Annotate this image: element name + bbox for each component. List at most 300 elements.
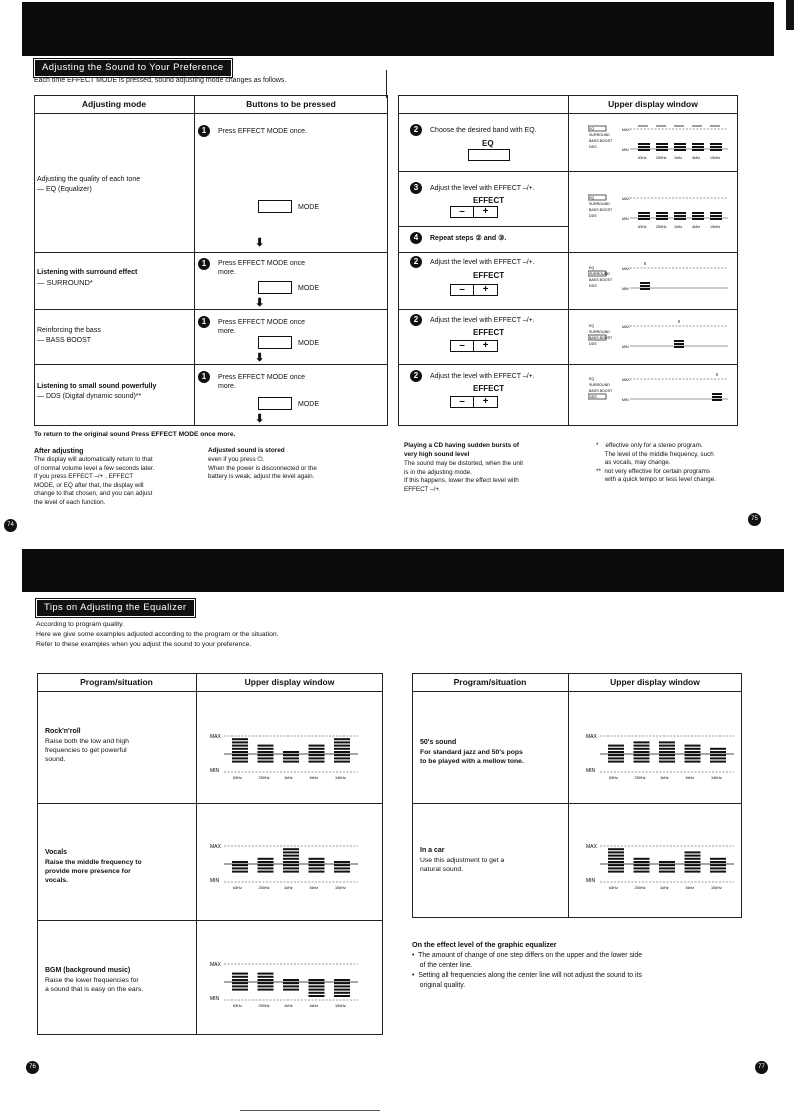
eq-band-segment bbox=[283, 855, 299, 857]
eq-display-vocals bbox=[210, 842, 358, 890]
effect-mode-button[interactable] bbox=[258, 200, 292, 213]
press-surround-more: more. bbox=[218, 269, 236, 276]
mode-label: MODE bbox=[298, 285, 319, 292]
text-line: vocals. bbox=[45, 877, 69, 885]
text-line: frequencies to get powerful bbox=[45, 747, 127, 755]
mode-label-text: EQ bbox=[589, 377, 595, 381]
mode-label-text: DDS bbox=[589, 284, 597, 288]
freq-tick-label: 10kHz bbox=[710, 156, 721, 160]
text-line: change to that chosen, and you can adjust bbox=[34, 490, 153, 497]
freq-tick-label: 1kHz bbox=[284, 886, 293, 890]
max-label: MAX bbox=[210, 734, 221, 740]
effect-label-2: EFFECT bbox=[473, 271, 505, 280]
eq-band-segment bbox=[685, 851, 701, 853]
eq-band-segment bbox=[334, 985, 350, 987]
mode-dds-line2: — DDS (Digital dynamic sound)** bbox=[37, 393, 142, 400]
tip-vocals-title: Vocals bbox=[45, 849, 68, 856]
eq-band-segment bbox=[608, 757, 624, 759]
eq-band-segment bbox=[634, 751, 650, 753]
cd-title-1: Playing a CD having sudden bursts of bbox=[404, 442, 520, 449]
effect-minus-plus-buttons[interactable] bbox=[450, 396, 498, 408]
eq-band-segment bbox=[710, 751, 726, 753]
eq-band-segment bbox=[232, 738, 248, 740]
header-program: Program/situation bbox=[80, 677, 153, 687]
eq-band-segment bbox=[685, 751, 701, 753]
freq-tick-label: 4kHz bbox=[685, 776, 695, 780]
text-line: Raise both the low and high bbox=[45, 738, 129, 745]
eq-band-segment bbox=[309, 748, 325, 750]
freq-tick-label: 4kHz bbox=[692, 156, 701, 160]
eq-band-segment bbox=[258, 864, 274, 866]
mode-display-graph bbox=[588, 318, 728, 358]
eq-band-segment bbox=[685, 855, 701, 857]
effect-plus-button[interactable]: + bbox=[474, 396, 498, 408]
mode-label-text: EQ bbox=[589, 266, 595, 270]
eq-band-segment bbox=[334, 867, 350, 869]
section-title-adjusting: Adjusting the Sound to Your Preference bbox=[34, 59, 232, 77]
return-note: To return to the original sound Press EFFECT MODE once more. bbox=[34, 431, 236, 438]
effect-mode-button[interactable] bbox=[258, 397, 292, 410]
effect-minus-button[interactable]: – bbox=[450, 206, 474, 218]
eq-band-segment bbox=[232, 745, 248, 747]
after-title: After adjusting bbox=[34, 448, 84, 455]
max-label: MAX bbox=[586, 844, 597, 850]
freq-tick-label: 10kHz bbox=[335, 886, 346, 890]
eq-band-segment bbox=[608, 748, 624, 750]
eq-band-segment bbox=[334, 761, 350, 763]
eq-band-segment bbox=[283, 858, 299, 860]
text-line: natural sound. bbox=[420, 866, 464, 874]
effect-mode-button[interactable] bbox=[258, 336, 292, 349]
min-label: MIN bbox=[586, 878, 596, 884]
text-line: as vocals, may change. bbox=[596, 459, 671, 466]
mode-bass-line1: Reinforcing the bass bbox=[37, 327, 101, 334]
eq-band-segment bbox=[634, 757, 650, 759]
step-number-2: 2 bbox=[410, 314, 422, 326]
step-number-3: 3 bbox=[410, 182, 422, 194]
press-dds-more: more. bbox=[218, 383, 236, 390]
freq-tick-label: 1kHz bbox=[660, 776, 669, 780]
display-dds bbox=[588, 371, 728, 411]
eq-display-car bbox=[586, 842, 734, 890]
freq-tick-label: 63Hz bbox=[233, 776, 242, 780]
mode-eq-line1: Adjusting the quality of each tone bbox=[37, 176, 141, 183]
eq-band-segment bbox=[283, 985, 299, 987]
effect-minus-plus-buttons[interactable] bbox=[450, 340, 498, 352]
freq-tick-label: 4kHz bbox=[692, 225, 701, 229]
eq-band-segment bbox=[283, 989, 299, 991]
eq-band-segment bbox=[710, 864, 726, 866]
text-line: The sound may be distorted, when the unit bbox=[404, 460, 524, 467]
mode-label-text: DDS bbox=[589, 395, 597, 399]
tip-50s-title: 50's sound bbox=[420, 739, 457, 746]
text-line: According to program quality. bbox=[36, 621, 124, 628]
step-choose-band: Choose the desired band with EQ. bbox=[430, 127, 537, 134]
eq-band-segment bbox=[258, 985, 274, 987]
step-adjust-surround: Adjust the level with EFFECT –/+. bbox=[430, 259, 535, 266]
eq-band-segment bbox=[232, 976, 248, 978]
text-line: Raise the middle frequency to bbox=[45, 859, 142, 866]
eq-band-segment bbox=[232, 861, 248, 863]
effect-plus-button[interactable]: + bbox=[474, 340, 498, 352]
eq-band-segment bbox=[232, 871, 248, 873]
mode-label-text: SURROUND bbox=[589, 133, 610, 137]
text-line: is in the adjusting mode. bbox=[404, 468, 472, 476]
eq-graph bbox=[586, 842, 734, 890]
text-line: EFFECT –/+. bbox=[404, 485, 441, 493]
effect-label-3: EFFECT bbox=[473, 328, 505, 337]
eq-band-segment bbox=[309, 761, 325, 763]
mode-label: MODE bbox=[298, 204, 319, 211]
eq-band-segment bbox=[309, 995, 325, 997]
eq-band-segment bbox=[659, 871, 675, 873]
eq-graph bbox=[210, 960, 358, 1008]
eq-band-segment bbox=[608, 848, 624, 850]
page-number-left: 74 bbox=[4, 519, 17, 532]
header-program-right: Program/situation bbox=[453, 677, 527, 687]
tip-50s-text bbox=[420, 748, 524, 766]
eq-band-segment bbox=[634, 761, 650, 763]
header-buttons: Buttons to be pressed bbox=[246, 99, 336, 109]
eq-display-rock bbox=[210, 732, 358, 780]
eq-band-segment bbox=[232, 989, 248, 991]
eq-band-segment bbox=[232, 741, 248, 743]
eq-band-segment bbox=[258, 979, 274, 981]
mode-display-graph bbox=[588, 371, 728, 411]
eq-band-segment bbox=[608, 858, 624, 860]
tips-intro bbox=[36, 620, 279, 650]
tip-car-text bbox=[420, 856, 504, 874]
text-line: to be played with a mellow tone. bbox=[420, 758, 524, 766]
effect-minus-plus-buttons[interactable] bbox=[450, 284, 498, 296]
eq-band-segment bbox=[634, 745, 650, 747]
eq-band-segment bbox=[283, 861, 299, 863]
effect-mode-button[interactable] bbox=[258, 281, 292, 294]
eq-band-segment bbox=[334, 979, 350, 981]
eq-band-segment bbox=[334, 741, 350, 743]
effect-minus-button[interactable]: – bbox=[450, 284, 474, 296]
mode-label-text: SURROUND bbox=[589, 202, 610, 206]
down-arrow-icon: ⬇ bbox=[255, 237, 265, 249]
eq-band-segment bbox=[309, 867, 325, 869]
eq-band-segment bbox=[232, 757, 248, 759]
max-label: MAX bbox=[622, 325, 630, 329]
effect-label-4: EFFECT bbox=[473, 384, 505, 393]
down-arrow-icon: ⬇ bbox=[255, 297, 265, 309]
eq-band-segment bbox=[283, 867, 299, 869]
header-display-right: Upper display window bbox=[610, 677, 700, 687]
eq-band-segment bbox=[685, 858, 701, 860]
mode-label-text: SURROUND bbox=[589, 272, 610, 276]
eq-band-segment bbox=[258, 748, 274, 750]
mode-label-text: DDS bbox=[589, 145, 597, 149]
tip-rock-text bbox=[45, 737, 129, 765]
eq-band-segment bbox=[608, 745, 624, 747]
eq-graph bbox=[210, 732, 358, 780]
freq-tick-label: 63Hz bbox=[609, 886, 618, 890]
eq-band-segment bbox=[659, 754, 675, 756]
eq-band-segment bbox=[634, 861, 650, 863]
eq-band-segment bbox=[232, 982, 248, 984]
eq-band-segment bbox=[258, 989, 274, 991]
display-eq-step2 bbox=[588, 121, 728, 161]
freq-tick-label: 1kHz bbox=[660, 886, 669, 890]
eq-band-segment bbox=[334, 992, 350, 994]
freq-tick-label: 4kHz bbox=[685, 886, 695, 890]
intro-text: Each time EFFECT MODE is pressed, sound adjusting mode changes as follows. bbox=[34, 77, 287, 84]
tip-bgm-text bbox=[45, 976, 143, 994]
top-black-band bbox=[22, 2, 774, 56]
eq-graph bbox=[586, 732, 734, 780]
mode-label-text: DDS bbox=[589, 342, 597, 346]
freq-tick-label: 250Hz bbox=[656, 156, 667, 160]
eq-band-segment bbox=[258, 861, 274, 863]
text-line: sound. bbox=[45, 756, 66, 764]
text-line: For standard jazz and 50's pops bbox=[420, 749, 523, 756]
graphic-eq-notes bbox=[412, 951, 642, 991]
text-line: Here we give some examples adjusted according to the program or the situation. bbox=[36, 630, 279, 638]
text-line: Use this adjustment to get a bbox=[420, 857, 505, 864]
max-label: MAX bbox=[622, 378, 630, 382]
min-label: MIN bbox=[210, 996, 220, 1002]
freq-tick-label: 250Hz bbox=[258, 886, 270, 890]
freq-tick-label: 63Hz bbox=[638, 225, 647, 229]
eq-band-segment bbox=[685, 757, 701, 759]
right-edge-mark bbox=[786, 0, 794, 30]
eq-band-segment bbox=[258, 867, 274, 869]
eq-band-segment bbox=[309, 754, 325, 756]
eq-band-segment bbox=[232, 867, 248, 869]
mode-label-text: BASS BOOST bbox=[589, 139, 613, 143]
eq-band-segment bbox=[258, 976, 274, 978]
step-number-1: 1 bbox=[198, 371, 210, 383]
freq-tick-label: 4kHz bbox=[309, 886, 319, 890]
display-bass-boost bbox=[588, 318, 728, 358]
eq-band-segment bbox=[283, 751, 299, 753]
eq-band-segment bbox=[258, 858, 274, 860]
eq-band-segment bbox=[634, 864, 650, 866]
mode-label: MODE bbox=[298, 401, 319, 408]
eq-band-segment bbox=[283, 757, 299, 759]
tip-rock-title: Rock'n'roll bbox=[45, 728, 81, 735]
press-eq: Press EFFECT MODE once. bbox=[218, 128, 307, 135]
eq-band-segment bbox=[608, 855, 624, 857]
graphic-eq-title: On the effect level of the graphic equalizer bbox=[412, 940, 557, 949]
eq-band-segment bbox=[283, 982, 299, 984]
eq-band-segment bbox=[334, 989, 350, 991]
text-line: original quality. bbox=[412, 982, 466, 989]
eq-band-segment bbox=[258, 754, 274, 756]
effect-minus-plus-buttons[interactable] bbox=[450, 206, 498, 218]
press-dds: Press EFFECT MODE once bbox=[218, 374, 306, 381]
eq-band-segment bbox=[232, 979, 248, 981]
eq-graph bbox=[210, 842, 358, 890]
eq-band-segment bbox=[334, 982, 350, 984]
effect-label-1: EFFECT bbox=[473, 196, 505, 205]
mode-table bbox=[34, 95, 388, 426]
min-label: MIN bbox=[210, 878, 220, 884]
text-line: If you press EFFECT –/+ , EFFECT bbox=[34, 473, 134, 480]
text-line: • The amount of change of one step differs on the upper and the lower side bbox=[412, 952, 643, 959]
eq-band-segment bbox=[334, 745, 350, 747]
text-line: a sound that is easy on the ears. bbox=[45, 986, 144, 994]
footnotes bbox=[596, 442, 716, 485]
eq-band-segment bbox=[634, 748, 650, 750]
mode-label-text: BASS BOOST bbox=[589, 389, 613, 393]
step-number-2: 2 bbox=[410, 256, 422, 268]
mode-label-text: SURROUND bbox=[589, 330, 610, 334]
text-line: even if you press ⏻. bbox=[208, 456, 265, 463]
eq-band-segment bbox=[309, 751, 325, 753]
eq-band-segment bbox=[309, 858, 325, 860]
min-label: MIN bbox=[622, 148, 629, 152]
eq-band-segment bbox=[608, 851, 624, 853]
freq-tick-label: 63Hz bbox=[638, 156, 647, 160]
eq-band-segment bbox=[608, 864, 624, 866]
mode-eq-line2: — EQ (Equalizer) bbox=[37, 186, 92, 193]
effect-minus-button[interactable]: – bbox=[450, 340, 474, 352]
eq-band-segment bbox=[685, 864, 701, 866]
page-number-right-bottom: 77 bbox=[755, 1061, 768, 1074]
eq-band-segment bbox=[258, 757, 274, 759]
eq-band-segment bbox=[309, 982, 325, 984]
step-number-1: 1 bbox=[198, 258, 210, 270]
cd-title-2: very high sound level bbox=[404, 451, 470, 458]
freq-tick-label: 1kHz bbox=[674, 156, 683, 160]
mode-label-text: EQ bbox=[589, 324, 595, 328]
eq-band-segment bbox=[710, 871, 726, 873]
eq-band-segment bbox=[232, 985, 248, 987]
eq-band-segment bbox=[710, 757, 726, 759]
mode-label-text: BASS BOOST bbox=[589, 336, 613, 340]
step-number-1: 1 bbox=[198, 125, 210, 137]
max-label: MAX bbox=[210, 962, 221, 968]
eq-band-segment bbox=[334, 995, 350, 997]
eq-band-segment bbox=[608, 751, 624, 753]
eq-band-segment bbox=[608, 754, 624, 756]
eq-band-segment bbox=[258, 751, 274, 753]
eq-band-segment bbox=[309, 745, 325, 747]
step-number-2: 2 bbox=[410, 124, 422, 136]
text-line: Raise the lower frequencies for bbox=[45, 977, 139, 984]
eq-band-segment bbox=[258, 871, 274, 873]
eq-band-segment bbox=[334, 871, 350, 873]
eq-band-segment bbox=[608, 761, 624, 763]
freq-tick-label: 250Hz bbox=[634, 886, 646, 890]
eq-band-segment bbox=[283, 864, 299, 866]
bottom-black-band bbox=[22, 549, 784, 592]
step-adjust-bass: Adjust the level with EFFECT –/+. bbox=[430, 317, 535, 324]
eq-band-segment bbox=[608, 861, 624, 863]
mode-surround-line1: Listening with surround effect bbox=[37, 269, 138, 276]
step-number-4: 4 bbox=[410, 232, 422, 244]
mode-surround-line2: — SURROUND* bbox=[37, 278, 93, 287]
eq-band-segment bbox=[634, 858, 650, 860]
max-label: MAX bbox=[622, 267, 630, 271]
eq-band-segment bbox=[283, 761, 299, 763]
eq-band-segment bbox=[232, 748, 248, 750]
freq-tick-label: 63Hz bbox=[609, 776, 618, 780]
text-line: • Setting all frequencies along the center line will not adjust the sound to its bbox=[412, 972, 642, 979]
freq-tick-label: 10kHz bbox=[335, 776, 346, 780]
eq-band-segment bbox=[232, 761, 248, 763]
page-number-right: 75 bbox=[748, 513, 761, 526]
step-number-1: 1 bbox=[198, 316, 210, 328]
eq-band-segment bbox=[608, 871, 624, 873]
mode-label-text: EQ bbox=[589, 127, 595, 131]
eq-band-segment bbox=[334, 751, 350, 753]
max-label: MAX bbox=[622, 128, 630, 132]
min-label: MIN bbox=[210, 768, 220, 774]
text-line: The level of the middle frequency, such bbox=[596, 450, 714, 458]
freq-tick-label: 63Hz bbox=[233, 886, 242, 890]
eq-band-segment bbox=[685, 748, 701, 750]
eq-band-segment bbox=[659, 745, 675, 747]
mode-label: MODE bbox=[298, 340, 319, 347]
eq-band-segment bbox=[710, 761, 726, 763]
eq-band-segment bbox=[309, 871, 325, 873]
text-line: with a quick tempo or less level change. bbox=[596, 476, 717, 483]
eq-band-segment bbox=[634, 871, 650, 873]
eq-band-segment bbox=[334, 864, 350, 866]
freq-tick-label: 250Hz bbox=[656, 225, 667, 229]
eq-band-segment bbox=[232, 751, 248, 753]
text-line: ** not very effective for certain programs bbox=[596, 467, 710, 475]
eq-band-segment bbox=[634, 741, 650, 743]
eq-band-segment bbox=[685, 861, 701, 863]
freq-tick-label: 10kHz bbox=[335, 1004, 346, 1008]
min-label: MIN bbox=[622, 398, 629, 402]
eq-band-segment bbox=[334, 738, 350, 740]
eq-band-segment bbox=[710, 748, 726, 750]
text-line: * effective only for a stereo program. bbox=[596, 442, 703, 449]
eq-band-segment bbox=[283, 848, 299, 850]
eq-band-segment bbox=[258, 973, 274, 975]
eq-button[interactable] bbox=[468, 149, 510, 161]
text-line: If this happens, lower the effect level with bbox=[404, 477, 519, 484]
eq-band-segment bbox=[659, 864, 675, 866]
effect-minus-button[interactable]: – bbox=[450, 396, 474, 408]
mode-dds-line1: Listening to small sound powerfully bbox=[37, 383, 157, 390]
min-label: MIN bbox=[622, 287, 629, 291]
eq-band-segment bbox=[334, 861, 350, 863]
eq-band-segment bbox=[309, 861, 325, 863]
text-line: Refer to these examples when you adjust the sound to your preference. bbox=[36, 640, 252, 648]
freq-tick-label: 1kHz bbox=[284, 776, 293, 780]
header-adjusting-mode: Adjusting mode bbox=[81, 99, 147, 109]
text-line: of the center line. bbox=[412, 962, 473, 969]
effect-plus-button[interactable]: + bbox=[474, 206, 498, 218]
eq-band-segment bbox=[685, 761, 701, 763]
eq-band-segment bbox=[309, 989, 325, 991]
effect-plus-button[interactable]: + bbox=[474, 284, 498, 296]
eq-band-segment bbox=[258, 745, 274, 747]
eq-band-segment bbox=[258, 982, 274, 984]
text-line: provide more presence for bbox=[45, 868, 131, 876]
section-title-tips: Tips on Adjusting the Equalizer bbox=[36, 599, 195, 617]
mode-label-text: DDS bbox=[589, 214, 597, 218]
display-eq-step3 bbox=[588, 190, 728, 230]
header-upper-display: Upper display window bbox=[608, 99, 698, 109]
eq-band-segment bbox=[232, 864, 248, 866]
stored-title: Adjusted sound is stored bbox=[208, 447, 285, 454]
eq-band-segment bbox=[283, 979, 299, 981]
eq-band-segment bbox=[309, 757, 325, 759]
down-arrow-icon: ⬇ bbox=[255, 352, 265, 364]
eq-band-segment bbox=[232, 754, 248, 756]
eq-band-segment bbox=[659, 867, 675, 869]
eq-band-segment bbox=[634, 867, 650, 869]
